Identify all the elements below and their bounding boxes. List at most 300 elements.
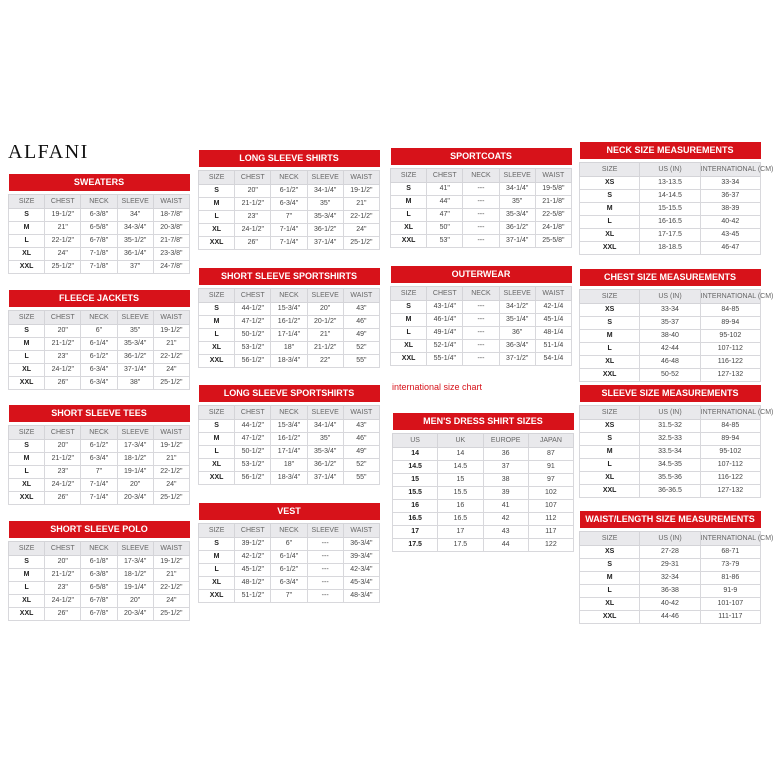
column-header: CHEST	[427, 287, 463, 301]
short-sleeve-tees-table	[8, 405, 190, 505]
size-cell: M	[9, 222, 45, 235]
value-cell: 81-86	[700, 572, 760, 585]
value-cell: 6-3/8"	[81, 569, 117, 582]
value-cell: 35"	[307, 433, 343, 446]
value-cell: 19-1/2"	[153, 440, 189, 453]
value-cell: 101-107	[700, 598, 760, 611]
value-cell: 6-3/4"	[81, 377, 117, 390]
table-row	[199, 472, 380, 485]
value-cell: 24"	[153, 364, 189, 377]
value-cell: 20"	[45, 556, 81, 569]
value-cell: 46-47	[700, 242, 760, 255]
neck-size-measurements-title: NECK SIZE MEASUREMENTS	[580, 142, 761, 159]
table-row	[580, 559, 761, 572]
size-cell: XL	[580, 598, 640, 611]
table-header-row	[199, 524, 380, 538]
value-cell: 116-122	[700, 472, 760, 485]
short-sleeve-polo-title: SHORT SLEEVE POLO	[9, 521, 190, 538]
value-cell: 18-1/2"	[117, 453, 153, 466]
size-cell: XXL	[580, 485, 640, 498]
value-cell: 46"	[343, 316, 379, 329]
column-header: WAIST	[153, 426, 189, 440]
table-row	[9, 338, 190, 351]
value-cell: 40-42	[700, 216, 760, 229]
value-cell: 23"	[45, 466, 81, 479]
value-cell: 50"	[427, 222, 463, 235]
table-row	[199, 459, 380, 472]
value-cell: 14.5	[438, 461, 483, 474]
value-cell: 7"	[271, 211, 307, 224]
value-cell: 6-5/8"	[81, 222, 117, 235]
value-cell: 43"	[343, 420, 379, 433]
value-cell: 7-1/4"	[81, 479, 117, 492]
value-cell: 15-3/4"	[271, 420, 307, 433]
table-row	[199, 577, 380, 590]
size-cell: XL	[9, 595, 45, 608]
value-cell: 16	[438, 500, 483, 513]
value-cell: 48-1/4	[535, 327, 571, 340]
size-cell: L	[580, 585, 640, 598]
value-cell: 35-1/2"	[117, 235, 153, 248]
value-cell: 16.5	[438, 513, 483, 526]
vest-table	[198, 503, 380, 603]
value-cell: 17-1/4"	[271, 446, 307, 459]
value-cell: 18-3/4"	[271, 355, 307, 368]
size-cell: S	[391, 301, 427, 314]
table-row	[580, 216, 761, 229]
size-cell: XL	[9, 248, 45, 261]
table-row	[9, 222, 190, 235]
column-header: SIZE	[9, 426, 45, 440]
value-cell: 89-94	[700, 433, 760, 446]
value-cell: 45-3/4"	[343, 577, 379, 590]
size-cell: M	[391, 196, 427, 209]
value-cell: 17-1/4"	[271, 329, 307, 342]
value-cell: ---	[307, 564, 343, 577]
value-cell: 23-3/8"	[153, 248, 189, 261]
table-row	[580, 203, 761, 216]
value-cell: 20-3/4"	[117, 608, 153, 621]
size-cell: L	[580, 459, 640, 472]
value-cell: 37-1/2"	[499, 353, 535, 366]
value-cell: 35.5-36	[640, 472, 700, 485]
value-cell: 37-1/4"	[307, 472, 343, 485]
value-cell: 107-112	[700, 459, 760, 472]
value-cell: 6"	[271, 538, 307, 551]
column-header: US (IN)	[640, 406, 700, 420]
mens-dress-shirt-sizes-table	[392, 413, 574, 552]
size-cell: S	[199, 538, 235, 551]
value-cell: 26"	[235, 237, 271, 250]
column-header: CHEST	[45, 542, 81, 556]
value-cell: 6-1/4"	[81, 338, 117, 351]
column-header: SLEEVE	[307, 524, 343, 538]
value-cell: 24"	[153, 595, 189, 608]
value-cell: 29-31	[640, 559, 700, 572]
value-cell: 14-14.5	[640, 190, 700, 203]
table-row	[9, 325, 190, 338]
value-cell: 15-3/4"	[271, 303, 307, 316]
value-cell: 19-1/2"	[45, 209, 81, 222]
size-cell: S	[580, 317, 640, 330]
value-cell: 44-46	[640, 611, 700, 624]
size-cell: XXL	[199, 355, 235, 368]
value-cell: 53-1/2"	[235, 342, 271, 355]
column-header: NECK	[271, 524, 307, 538]
value-cell: 34-1/4"	[307, 420, 343, 433]
value-cell: 35-3/4"	[499, 209, 535, 222]
table-row	[580, 433, 761, 446]
size-cell: XL	[580, 472, 640, 485]
value-cell: 107	[528, 500, 573, 513]
value-cell: 22"	[307, 355, 343, 368]
value-cell: 32-34	[640, 572, 700, 585]
table-row	[9, 582, 190, 595]
value-cell: 20"	[45, 440, 81, 453]
table-row	[391, 301, 572, 314]
value-cell: 6"	[81, 325, 117, 338]
value-cell: 22-1/2"	[153, 466, 189, 479]
value-cell: 6-7/8"	[81, 608, 117, 621]
column-header: SIZE	[199, 289, 235, 303]
size-cell: 14	[393, 448, 438, 461]
size-cell: XL	[199, 577, 235, 590]
value-cell: 19-1/2"	[153, 325, 189, 338]
table-row	[393, 487, 574, 500]
table-row	[391, 353, 572, 366]
value-cell: 21"	[343, 198, 379, 211]
value-cell: 35-37	[640, 317, 700, 330]
value-cell: 52"	[343, 342, 379, 355]
value-cell: 6-7/8"	[81, 595, 117, 608]
value-cell: 19-1/2"	[343, 185, 379, 198]
value-cell: 46-48	[640, 356, 700, 369]
value-cell: 24-1/8"	[535, 222, 571, 235]
value-cell: 20"	[307, 303, 343, 316]
size-cell: L	[199, 446, 235, 459]
value-cell: 37-1/4"	[117, 364, 153, 377]
size-cell: L	[199, 211, 235, 224]
table-row	[391, 209, 572, 222]
value-cell: 43	[483, 526, 528, 539]
short-sleeve-sportshirts-table	[198, 268, 380, 368]
value-cell: 39-1/2"	[235, 538, 271, 551]
table-row	[9, 351, 190, 364]
value-cell: 35-3/4"	[117, 338, 153, 351]
column-header: SIZE	[391, 169, 427, 183]
column-header: WAIST	[343, 406, 379, 420]
value-cell: 17.5	[438, 539, 483, 552]
table-row	[9, 492, 190, 505]
column-header: SIZE	[199, 406, 235, 420]
size-cell: L	[9, 466, 45, 479]
chest-size-measurements-table	[579, 269, 773, 382]
international-size-chart-label: international size chart	[392, 382, 483, 392]
size-cell: S	[9, 556, 45, 569]
value-cell: 36-1/4"	[117, 248, 153, 261]
value-cell: 52"	[343, 459, 379, 472]
value-cell: 6-1/2"	[81, 440, 117, 453]
value-cell: 6-3/4"	[81, 364, 117, 377]
value-cell: 7"	[81, 466, 117, 479]
table-row	[580, 585, 761, 598]
column-header: NECK	[81, 195, 117, 209]
size-cell: XL	[580, 356, 640, 369]
column-header: NECK	[271, 406, 307, 420]
value-cell: 33-34	[640, 304, 700, 317]
size-cell: S	[580, 559, 640, 572]
value-cell: 17	[438, 526, 483, 539]
value-cell: 24-7/8"	[153, 261, 189, 274]
size-cell: 17.5	[393, 539, 438, 552]
value-cell: 26"	[45, 608, 81, 621]
value-cell: 21"	[153, 453, 189, 466]
value-cell: 22-1/2"	[153, 351, 189, 364]
value-cell: ---	[463, 314, 499, 327]
value-cell: 53-1/2"	[235, 459, 271, 472]
short-sleeve-sportshirts-title: SHORT SLEEVE SPORTSHIRTS	[199, 268, 380, 285]
column-header: SLEEVE	[117, 311, 153, 325]
table-row	[9, 235, 190, 248]
column-header: NECK	[271, 289, 307, 303]
sleeve-size-measurements-table	[579, 385, 773, 498]
table-row	[391, 196, 572, 209]
value-cell: 49"	[343, 329, 379, 342]
value-cell: 45-1/4	[535, 314, 571, 327]
table-row	[199, 185, 380, 198]
neck-size-measurements-table	[579, 142, 773, 255]
table-row	[199, 355, 380, 368]
value-cell: 34.5-35	[640, 459, 700, 472]
value-cell: 20"	[235, 185, 271, 198]
value-cell: 22-1/2"	[153, 582, 189, 595]
value-cell: 42	[483, 513, 528, 526]
table-header-row	[580, 406, 761, 420]
value-cell: 23"	[45, 351, 81, 364]
column-header: INTERNATIONAL (CM)	[700, 290, 760, 304]
column-header: WAIST	[343, 171, 379, 185]
value-cell: 55"	[343, 472, 379, 485]
table-header-row	[391, 169, 572, 183]
value-cell: 21-1/2"	[45, 453, 81, 466]
value-cell: 18-3/4"	[271, 472, 307, 485]
value-cell: 47-1/2"	[235, 316, 271, 329]
value-cell: 36-3/4"	[499, 340, 535, 353]
value-cell: 35"	[117, 325, 153, 338]
size-cell: 16	[393, 500, 438, 513]
value-cell: ---	[307, 577, 343, 590]
value-cell: 73-79	[700, 559, 760, 572]
value-cell: 15.5	[438, 487, 483, 500]
value-cell: 22-5/8"	[535, 209, 571, 222]
column-header: INTERNATIONAL (CM)	[700, 163, 760, 177]
table-row	[9, 440, 190, 453]
value-cell: 6-1/4"	[271, 551, 307, 564]
value-cell: 6-3/8"	[81, 209, 117, 222]
value-cell: 36-1/2"	[499, 222, 535, 235]
column-header: SIZE	[580, 290, 640, 304]
value-cell: 95-102	[700, 446, 760, 459]
value-cell: 24"	[45, 248, 81, 261]
value-cell: 39	[483, 487, 528, 500]
value-cell: 38"	[117, 377, 153, 390]
table-row	[580, 317, 761, 330]
column-header: CHEST	[235, 289, 271, 303]
table-row	[391, 327, 572, 340]
value-cell: 41	[483, 500, 528, 513]
value-cell: 24-1/2"	[45, 479, 81, 492]
value-cell: ---	[463, 222, 499, 235]
value-cell: 21-7/8"	[153, 235, 189, 248]
value-cell: 56-1/2"	[235, 472, 271, 485]
table-row	[580, 485, 761, 498]
fleece-jackets-title: FLEECE JACKETS	[9, 290, 190, 307]
value-cell: 39-3/4"	[343, 551, 379, 564]
value-cell: 20"	[117, 595, 153, 608]
value-cell: 51-1/4	[535, 340, 571, 353]
table-row	[580, 598, 761, 611]
value-cell: 127-132	[700, 485, 760, 498]
value-cell: 42-3/4"	[343, 564, 379, 577]
value-cell: ---	[463, 235, 499, 248]
column-header: SIZE	[580, 532, 640, 546]
table-row	[9, 261, 190, 274]
column-header: WAIST	[343, 524, 379, 538]
size-cell: M	[199, 316, 235, 329]
value-cell: 25-1/2"	[153, 377, 189, 390]
table-row	[391, 222, 572, 235]
value-cell: 19-1/4"	[117, 582, 153, 595]
value-cell: 24-1/2"	[235, 224, 271, 237]
value-cell: 6-5/8"	[81, 582, 117, 595]
size-cell: L	[199, 564, 235, 577]
value-cell: 40-42	[640, 598, 700, 611]
value-cell: 36-38	[640, 585, 700, 598]
value-cell: 32.5-33	[640, 433, 700, 446]
size-cell: L	[580, 343, 640, 356]
size-cell: XL	[9, 364, 45, 377]
size-cell: L	[9, 582, 45, 595]
value-cell: 111-117	[700, 611, 760, 624]
table-row	[580, 242, 761, 255]
value-cell: 15-15.5	[640, 203, 700, 216]
table-row	[580, 446, 761, 459]
table-row	[199, 590, 380, 603]
short-sleeve-tees-title: SHORT SLEEVE TEES	[9, 405, 190, 422]
sportcoats-title: SPORTCOATS	[391, 148, 572, 165]
value-cell: 26"	[45, 492, 81, 505]
value-cell: 95-102	[700, 330, 760, 343]
value-cell: 117	[528, 526, 573, 539]
table-row	[393, 448, 574, 461]
value-cell: 38-39	[700, 203, 760, 216]
value-cell: 43-45	[700, 229, 760, 242]
table-row	[9, 595, 190, 608]
value-cell: ---	[463, 301, 499, 314]
table-header-row	[199, 406, 380, 420]
value-cell: 53"	[427, 235, 463, 248]
table-row	[9, 608, 190, 621]
table-row	[580, 420, 761, 433]
value-cell: 15	[438, 474, 483, 487]
table-row	[580, 369, 761, 382]
value-cell: 16-1/2"	[271, 433, 307, 446]
value-cell: ---	[307, 538, 343, 551]
value-cell: 89-94	[700, 317, 760, 330]
table-row	[580, 177, 761, 190]
value-cell: 31.5-32	[640, 420, 700, 433]
column-header: NECK	[463, 287, 499, 301]
size-cell: XL	[199, 459, 235, 472]
value-cell: 41"	[427, 183, 463, 196]
value-cell: 23"	[45, 582, 81, 595]
size-cell: M	[9, 453, 45, 466]
value-cell: 25-1/2"	[153, 608, 189, 621]
value-cell: 50-1/2"	[235, 329, 271, 342]
size-cell: XXL	[391, 353, 427, 366]
value-cell: 38	[483, 474, 528, 487]
table-row	[199, 329, 380, 342]
column-header: SIZE	[199, 171, 235, 185]
table-header-row	[580, 532, 761, 546]
value-cell: 20-1/2"	[307, 316, 343, 329]
value-cell: 47-1/2"	[235, 433, 271, 446]
size-cell: S	[580, 433, 640, 446]
long-sleeve-shirts-table	[198, 150, 380, 250]
sleeve-size-measurements-title: SLEEVE SIZE MEASUREMENTS	[580, 385, 761, 402]
value-cell: 50-52	[640, 369, 700, 382]
size-cell: M	[199, 198, 235, 211]
long-sleeve-sportshirts-title: LONG SLEEVE SPORTSHIRTS	[199, 385, 380, 402]
column-header: NECK	[81, 426, 117, 440]
mens-dress-shirt-sizes-title: MEN'S DRESS SHIRT SIZES	[393, 413, 574, 430]
value-cell: 46"	[343, 433, 379, 446]
size-cell: L	[9, 351, 45, 364]
value-cell: 47"	[427, 209, 463, 222]
value-cell: ---	[463, 183, 499, 196]
value-cell: ---	[463, 353, 499, 366]
short-sleeve-polo-table	[8, 521, 190, 621]
table-row	[9, 209, 190, 222]
table-row	[393, 513, 574, 526]
value-cell: ---	[463, 196, 499, 209]
value-cell: 6-1/8"	[81, 556, 117, 569]
value-cell: 14	[438, 448, 483, 461]
value-cell: 35"	[307, 198, 343, 211]
value-cell: 24"	[153, 479, 189, 492]
table-row	[393, 539, 574, 552]
long-sleeve-shirts-title: LONG SLEEVE SHIRTS	[199, 150, 380, 167]
table-row	[9, 569, 190, 582]
value-cell: 19-5/8"	[535, 183, 571, 196]
table-header-row	[9, 542, 190, 556]
value-cell: 68-71	[700, 546, 760, 559]
column-header: SLEEVE	[117, 195, 153, 209]
column-header: CHEST	[45, 195, 81, 209]
size-cell: XXL	[9, 261, 45, 274]
size-cell: XXL	[580, 369, 640, 382]
size-cell: L	[199, 329, 235, 342]
table-row	[580, 343, 761, 356]
table-row	[580, 459, 761, 472]
table-row	[199, 224, 380, 237]
fleece-jackets-table	[8, 290, 190, 390]
column-header: NECK	[81, 311, 117, 325]
column-header: SLEEVE	[307, 171, 343, 185]
table-row	[199, 420, 380, 433]
column-header: CHEST	[235, 406, 271, 420]
table-header-row	[199, 289, 380, 303]
